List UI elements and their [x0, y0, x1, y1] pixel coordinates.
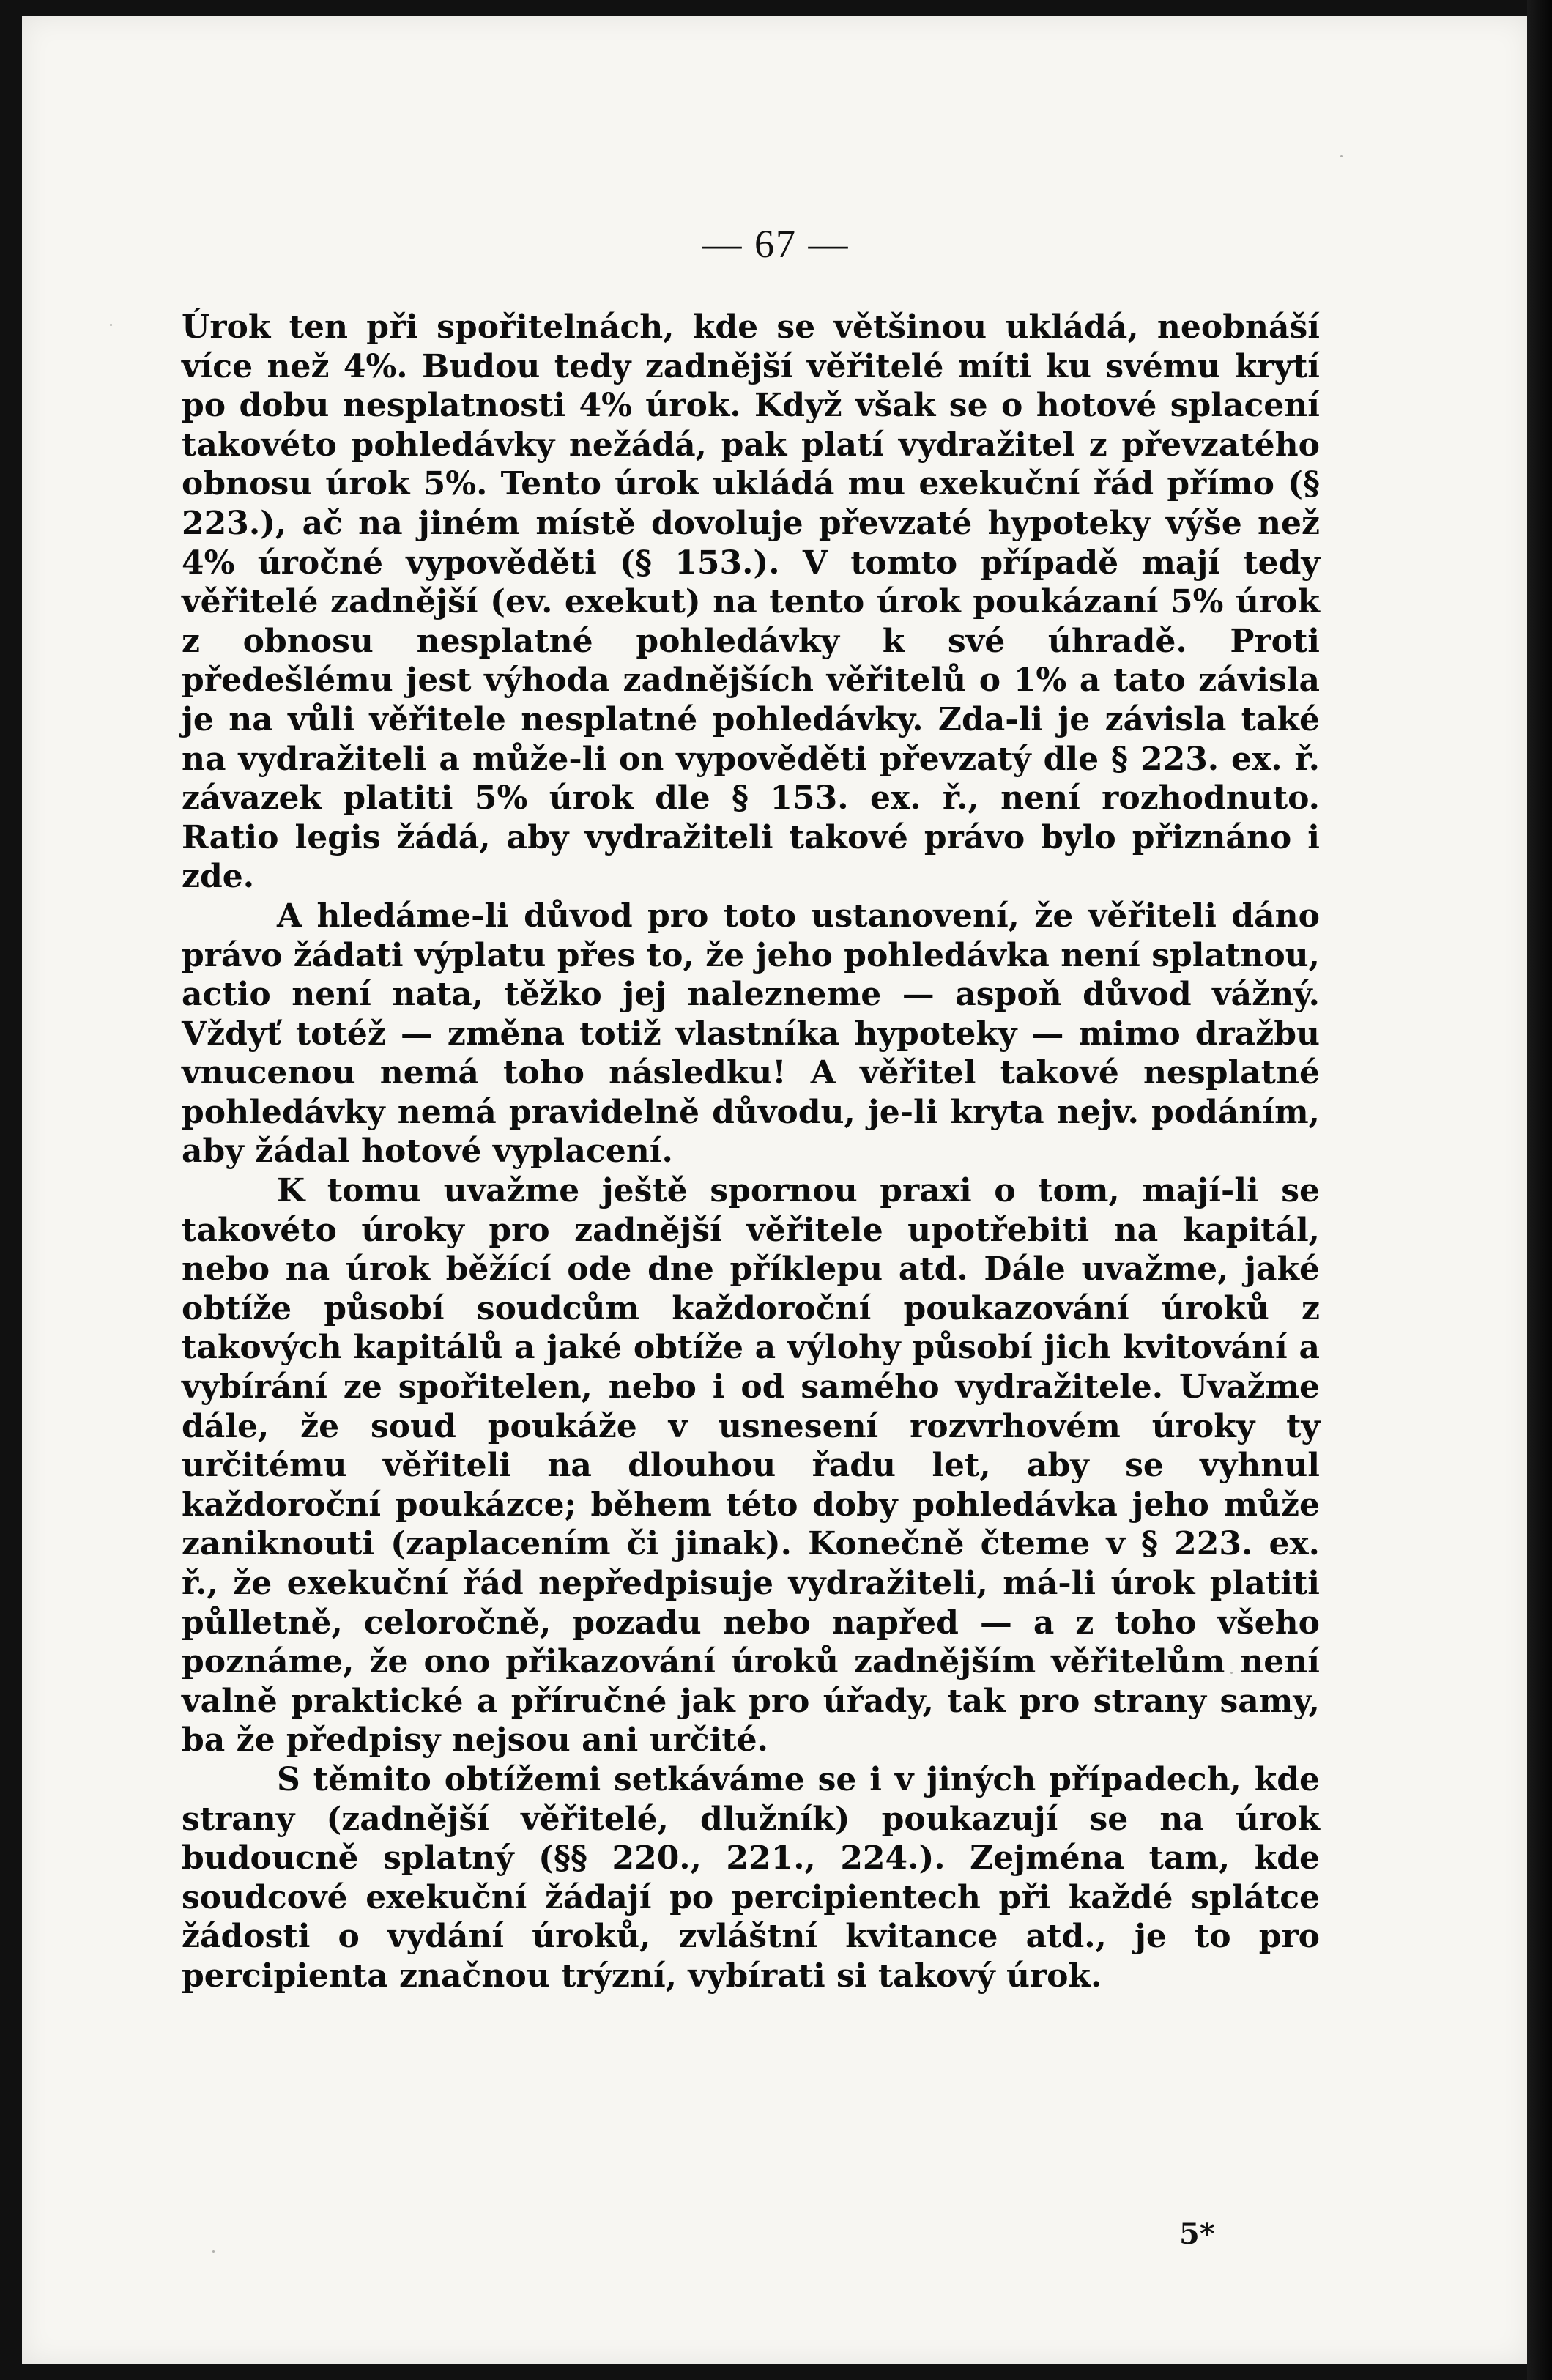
scan-speckle — [212, 2250, 215, 2253]
scan-speckle — [110, 324, 112, 326]
page-right-edge — [1527, 0, 1552, 2380]
paragraph-2: A hledáme-li důvod pro toto ustanovení, že věřiteli dáno právo žádati výplatu přes to, že jeho pohledávka není splatnou, actio není nata, těžko jej nalezneme — aspoň důvod vážný. Vždyť totéž — změna totiž vlastníka hypoteky — mimo dražbu vnucenou nemá toho následku! A věřitel takové nesplatné pohledávky nemá pravidelně důvodu, je-li kryta nejv. podáním, aby žádal hotové vyplacení. — [182, 897, 1320, 1171]
book-page — [22, 16, 1529, 2364]
scan-speckle — [1340, 155, 1343, 157]
paragraph-4: S těmito obtížemi setkáváme se i v jiných případech, kde strany (zadnější věřitelé, dlužník) poukazují se na úrok budoucně splatný (§§ 220., 221., 224.). Zejména tam, kde soudcové exekuční žádají po percipientech při každé splátce žádosti o vydání úroků, zvláštní kvitance atd., je to pro percipienta značnou trýzní, vybírati si takový úrok. — [182, 1760, 1320, 1995]
body-text — [182, 308, 1320, 1996]
scan-speckle — [1230, 1672, 1233, 1674]
paragraph-3: K tomu uvažme ještě spornou praxi o tom, mají-li se takovéto úroky pro zadnější věřitele upotřebiti na kapitál, nebo na úrok běžící ode dne příklepu atd. Dále uvažme, jaké obtíže působí soudcům každoroční poukazování úroků z takových kapitálů a jaké obtíže a výlohy působí jich kvitování a vybírání ze spořitelen, nebo i od samého vydražitele. Uvažme dále, že soud poukáže v usnesení rozvrhovém úroky ty určitému věřiteli na dlouhou řadu let, aby se vyhnul každoroční poukázce; během této doby pohledávka jeho může zaniknouti (zaplacením či jinak). Konečně čteme v § 223. ex. ř., že exekuční řád nepředpisuje vydražiteli, má-li úrok platiti půlletně, celoročně, pozadu nebo napřed — a z toho všeho poznáme, že ono přikazování úroků zadnějším věřitelům není valně praktické a příručné jak pro úřady, tak pro strany samy, ba že předpisy nejsou ani určité. — [182, 1172, 1320, 1760]
paragraph-1: Úrok ten při spořitelnách, kde se většinou ukládá, neobnáší více než 4%. Budou tedy zadnější věřitelé míti ku svému krytí po dobu nesplatnosti 4% úrok. Když však se o hotové splacení takovéto pohledávky nežádá, pak platí vydražitel z převzatého obnosu úrok 5%. Tento úrok ukládá mu exekuční řád přímo (§ 223.), ač na jiném místě dovoluje převzaté hypoteky výše než 4% úročné vypověděti (§ 153.). V tomto případě mají tedy věřitelé zadnější (ev. exekut) na tento úrok poukázaní 5% úrok z obnosu nesplatné pohledávky k své úhradě. Proti předešlému jest výhoda zadnějších věřitelů o 1% a tato závisla je na vůli věřitele nesplatné pohledávky. Zda-li je závisla také na vydražiteli a může-li on vypověděti převzatý dle § 223. ex. ř. závazek platiti 5% úrok dle § 153. ex. ř., není rozhodnuto. Ratio legis žádá, aby vydražiteli takové právo bylo přiznáno i zde. — [182, 308, 1320, 896]
page-number: — 67 — — [702, 222, 850, 266]
signature-mark: 5* — [1179, 2217, 1215, 2251]
